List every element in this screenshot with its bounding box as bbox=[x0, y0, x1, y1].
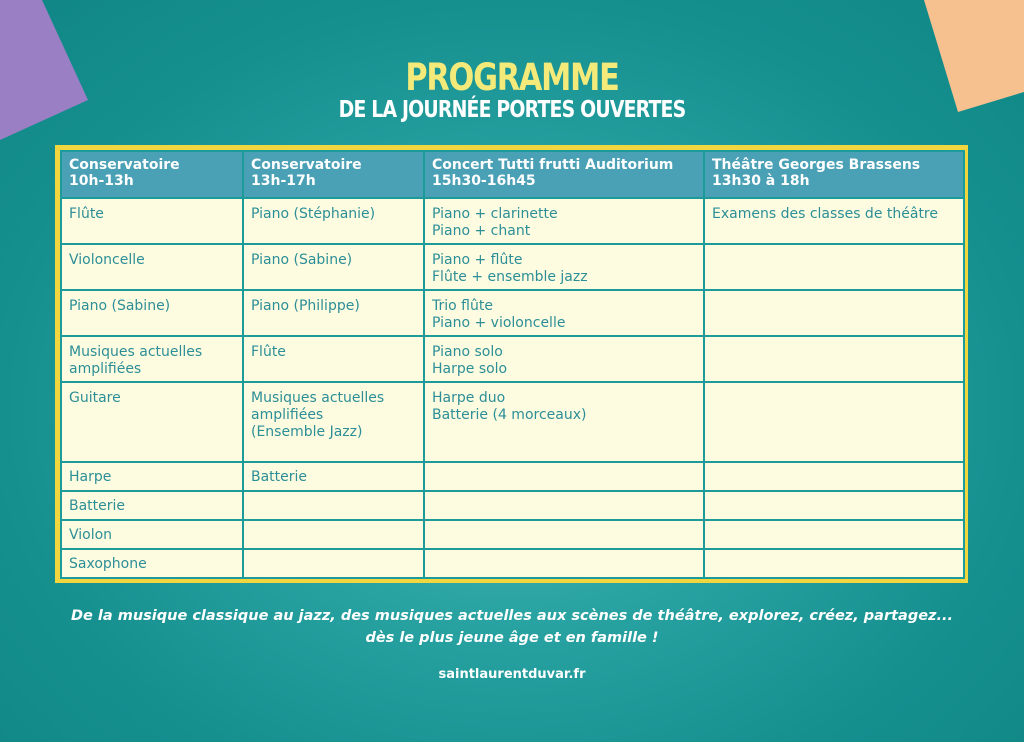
cell-line: Batterie bbox=[251, 469, 308, 485]
cell-line: Flûte bbox=[251, 344, 286, 360]
column-header-conservatoire-morning bbox=[61, 151, 243, 198]
cell-line: Musiques actuelles bbox=[69, 344, 203, 360]
table-cell bbox=[704, 491, 964, 520]
table-cell bbox=[424, 336, 704, 382]
table-row bbox=[61, 244, 964, 290]
table-cell bbox=[704, 382, 964, 462]
column-header-time: 10h-13h bbox=[69, 173, 134, 189]
schedule-table bbox=[60, 150, 965, 579]
table-cell bbox=[243, 382, 424, 462]
cell-line: (Ensemble Jazz) bbox=[251, 424, 363, 440]
website-link[interactable]: saintlaurentduvar.fr bbox=[438, 667, 586, 682]
tagline-line-2: dès le plus jeune âge et en famille ! bbox=[365, 630, 659, 646]
column-header-theatre bbox=[704, 151, 964, 198]
column-header-title: Conservatoire bbox=[251, 157, 362, 173]
cell-line: Piano + flûte bbox=[432, 252, 523, 268]
table-cell bbox=[704, 520, 964, 549]
table-cell bbox=[704, 290, 964, 336]
cell-line: Flûte bbox=[69, 206, 104, 222]
table-row bbox=[61, 382, 964, 462]
table-row bbox=[61, 520, 964, 549]
column-header-conservatoire-afternoon bbox=[243, 151, 424, 198]
cell-line: Harpe duo bbox=[432, 390, 506, 406]
table-cell bbox=[61, 462, 243, 491]
cell-line: Batterie (4 morceaux) bbox=[432, 407, 587, 423]
table-cell bbox=[243, 244, 424, 290]
column-header-concert bbox=[424, 151, 704, 198]
table-header-row bbox=[61, 151, 964, 198]
table-cell bbox=[243, 336, 424, 382]
decorative-purple-shape bbox=[0, 0, 88, 140]
table-cell bbox=[61, 244, 243, 290]
cell-line: Violon bbox=[69, 527, 113, 543]
table-cell bbox=[424, 382, 704, 462]
table-cell bbox=[61, 336, 243, 382]
table-cell bbox=[243, 549, 424, 578]
decorative-peach-shape bbox=[924, 0, 1024, 112]
cell-line: Piano + chant bbox=[432, 223, 531, 239]
table-cell bbox=[424, 549, 704, 578]
tagline-line-1: De la musique classique au jazz, des musiques actuelles aux scènes de théâtre, explorez, créez, partagez... bbox=[70, 608, 954, 624]
cell-line: Violoncelle bbox=[69, 252, 145, 268]
cell-line: Piano solo bbox=[432, 344, 503, 360]
table-cell bbox=[424, 462, 704, 491]
table-row bbox=[61, 491, 964, 520]
table-cell bbox=[424, 290, 704, 336]
table-row bbox=[61, 198, 964, 244]
table-row bbox=[61, 462, 964, 491]
table-cell bbox=[61, 520, 243, 549]
cell-line: amplifiées bbox=[251, 407, 324, 423]
page-subtitle: DE LA JOURNÉE PORTES OUVERTES bbox=[338, 97, 686, 123]
cell-line: Harpe solo bbox=[432, 361, 508, 377]
column-header-title: Théâtre Georges Brassens bbox=[712, 157, 921, 173]
table-cell bbox=[704, 462, 964, 491]
cell-line: Piano (Stéphanie) bbox=[251, 206, 376, 222]
schedule-table-frame bbox=[55, 145, 968, 583]
table-cell bbox=[704, 244, 964, 290]
table-cell bbox=[424, 520, 704, 549]
table-cell bbox=[704, 198, 964, 244]
cell-line: Guitare bbox=[69, 390, 121, 406]
cell-line: Harpe bbox=[69, 469, 112, 485]
table-cell bbox=[704, 336, 964, 382]
tagline bbox=[0, 605, 1024, 649]
table-cell bbox=[424, 198, 704, 244]
page-title: PROGRAMME bbox=[405, 56, 619, 99]
column-header-time: 13h-17h bbox=[251, 173, 316, 189]
table-cell bbox=[61, 549, 243, 578]
table-cell bbox=[704, 549, 964, 578]
table-cell bbox=[424, 244, 704, 290]
cell-line: Piano (Philippe) bbox=[251, 298, 360, 314]
cell-line: Piano + violoncelle bbox=[432, 315, 566, 331]
cell-line: Musiques actuelles bbox=[251, 390, 385, 406]
column-header-title: Conservatoire bbox=[69, 157, 180, 173]
cell-line: amplifiées bbox=[69, 361, 142, 377]
table-cell bbox=[243, 290, 424, 336]
table-row bbox=[61, 290, 964, 336]
column-header-time: 15h30-16h45 bbox=[432, 173, 536, 189]
table-cell bbox=[61, 382, 243, 462]
table-cell bbox=[243, 491, 424, 520]
column-header-time: 13h30 à 18h bbox=[712, 173, 810, 189]
table-cell bbox=[243, 462, 424, 491]
column-header-title: Concert Tutti frutti Auditorium bbox=[432, 157, 674, 173]
table-cell bbox=[61, 290, 243, 336]
cell-line: Piano (Sabine) bbox=[251, 252, 353, 268]
cell-line: Piano (Sabine) bbox=[69, 298, 171, 314]
table-row bbox=[61, 336, 964, 382]
cell-line: Flûte + ensemble jazz bbox=[432, 269, 588, 285]
table-cell bbox=[424, 491, 704, 520]
table-cell bbox=[61, 491, 243, 520]
cell-line: Saxophone bbox=[69, 556, 147, 572]
cell-line: Examens des classes de théâtre bbox=[712, 206, 938, 222]
cell-line: Trio flûte bbox=[432, 298, 493, 314]
cell-line: Batterie bbox=[69, 498, 126, 514]
table-cell bbox=[243, 198, 424, 244]
table-cell bbox=[243, 520, 424, 549]
table-cell bbox=[61, 198, 243, 244]
table-row bbox=[61, 549, 964, 578]
cell-line: Piano + clarinette bbox=[432, 206, 558, 222]
